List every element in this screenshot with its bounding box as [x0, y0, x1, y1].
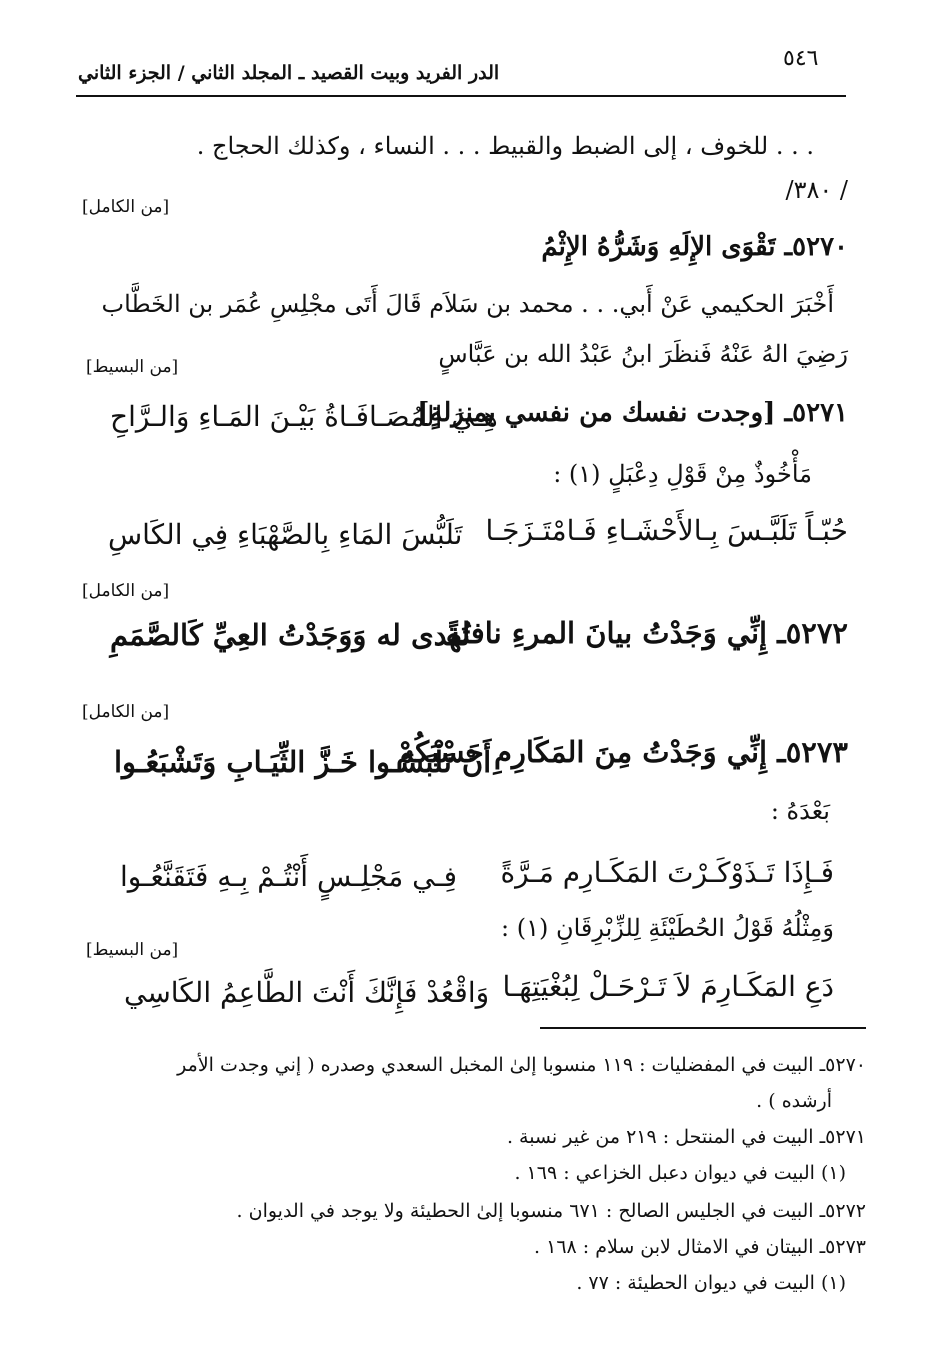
footnote-5273: ٥٢٧٣ـ البيتان في الامثال لابن سلام : ١٦٨ . [534, 1236, 866, 1258]
verse-source-line: مَأْخُوذٌ مِنْ قَوْلِ دِعْبَلٍ (١) : [553, 460, 812, 488]
verse-first-half: دَعِ المَكَـارِمَ لاَ تَـرْحَـلْ لِبُغْيَتِهَـا [502, 970, 834, 1003]
verse-first-half-5273: ٥٢٧٣ـ إِنِّي وَجَدْتُ مِنَ المَكَارِمِ حَسْبَكُمْ [396, 735, 848, 769]
header-rule [76, 95, 846, 97]
verse-first-half: فَـإِذَا تَـذَوْكَـرْتَ المَكَـارِم مَـرَّةً [500, 856, 834, 889]
meter-label: [من الكامل] [82, 581, 170, 601]
footnote-5271: ٥٢٧١ـ البيت في المنتحل : ٢١٩ من غير نسبة . [506, 1126, 866, 1148]
running-title: الدر الفريد وبيت القصيد ـ المجلد الثاني / الجزء الثاني [78, 62, 500, 84]
footnote-rule [540, 1027, 866, 1029]
footnote-5270-line-2: أرشده ) . [756, 1090, 832, 1112]
meter-label: [من البسيط] [86, 357, 179, 377]
verse-second-half-5271: هِـيَ المُصَـافَـاةُ بَيْـنَ المَـاءِ وَالـرَّاحِ [110, 400, 498, 433]
meter-label: [من الكامل] [82, 702, 170, 722]
page-number: ٥٤٦ [783, 46, 819, 71]
footnote-5270-line-1: ٥٢٧٠ـ البيت في المفضليات : ١١٩ منسوبا إلىٰ المخبل السعدي وصدره ( إني وجدت الأمر [177, 1054, 866, 1076]
verse-second-half-5273: أَنْ تَلْبَسُـوا خَـزَّ الثِّيَـابِ وَتَشْبَعُـوا [114, 745, 492, 779]
meter-label: [من الكامل] [82, 197, 170, 217]
verse-second-half-5272: تُهدى له وَوَجَدْتُ العِيِّ كَالصَّمَمِ [110, 618, 471, 652]
verse-intro-line: بَعْدَهُ : [770, 797, 830, 825]
entry-5270-text-line-1: أَخْبَرَ الحكيمي عَنْ أَبي. . . محمد بن سَلاَم قَالَ أَتَى مجْلِسِ عُمَر بن الخَطَّاب [101, 290, 834, 318]
meter-label: [من البسيط] [86, 940, 179, 960]
entry-5270-text-line-2: رَضِيَ الهُ عَنْهُ فَنظَرَ ابنُ عَبْدُ الله بن عَبَّاسٍ [438, 340, 848, 368]
verse-second-half: فِـي مَجْلِـسٍ أَنْتُـمْ بِـهِ فَتَقَنَّعُـوا [120, 860, 458, 893]
footnote-5273-1: (١) البيت في ديوان الحطيئة : ٧٧ . [576, 1272, 846, 1294]
entry-title-5270: ٥٢٧٠ـ تَقْوَى الإِلَهِ وَشَرُّهُ الإِثْمُ [541, 232, 848, 262]
verse-first-half-5271: ٥٢٧١ـ [وجدت نفسك من نفسي بمنزلةٍ] [417, 398, 848, 428]
verse-second-half: تَلَبُّسَ المَاءِ بِالصَّهْبَاءِ فِي الكَاسِ [108, 518, 463, 551]
footnote-5271-1: (١) البيت في ديوان دعبل الخزاعي : ١٦٩ . [514, 1162, 846, 1184]
verse-first-half: حُبّـاً تَلَبَّـسَ بِـالأَحْشَـاءِ فَـامْتَـزَجَـا [485, 514, 848, 547]
folio-marker: / ٣٨٠/ [785, 176, 848, 204]
verse-second-half: وَاقْعُدْ فَإِنَّكَ أَنْتَ الطَّاعِمُ الكَاسِي [124, 976, 490, 1009]
continuation-line: . . . للخوف ، إلى الضبط والقبيط . . . النساء ، وكذلك الحجاج . [196, 132, 814, 160]
verse-source-line: وَمِثْلُهُ قَوْلُ الحُطَيْئَةِ لِلزِّبْرِقَانِ (١) : [501, 914, 834, 942]
footnote-5272: ٥٢٧٢ـ البيت في الجليس الصالح : ٦٧١ منسوبا إلىٰ الحطيئة ولا يوجد في الديوان . [236, 1200, 866, 1222]
verse-first-half-5272: ٥٢٧٢ـ إِنِّي وَجَدْتُ بيانَ المرءِ نافلةً [445, 616, 848, 650]
